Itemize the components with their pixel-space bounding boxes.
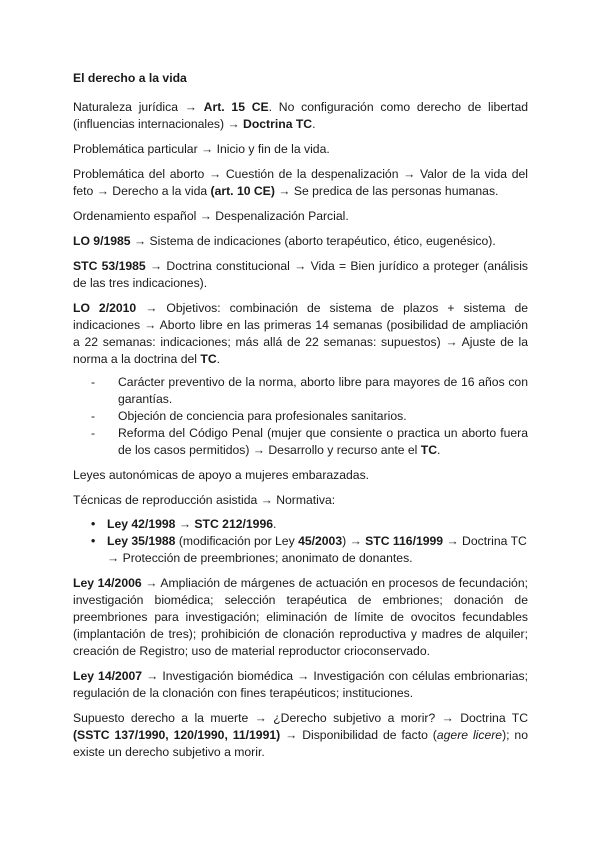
text: . <box>273 517 277 531</box>
text: → Ampliación de márgenes de actuación en procesos de fecundación; investigación biomédica; selección terapéutica de embriones; donación de preembriones para investigación; eliminación de límite de ovocitos fecundables (implantación de tres); prohibición de clonación reproductiva y madres de alquiler; creación de Registro; uso de material reproductor crioconservado. <box>73 576 528 658</box>
text: → Doctrina TC → Protección de preembriones; anonimato de donantes. <box>107 534 527 565</box>
paragraph-leyes-autonomicas: Leyes autonómicas de apoyo a mujeres embarazadas. <box>73 468 370 482</box>
bold-text: LO 2/2010 <box>73 301 137 315</box>
text: . <box>312 117 316 131</box>
text: Problemática del aborto → Cuestión de la despenalización → Valor de la vida del feto → Derecho a la vida <box>73 167 528 198</box>
text: Objeción de conciencia para profesionales sanitarios. <box>118 409 407 423</box>
document-title: El derecho a la vida <box>73 71 187 85</box>
text: Supuesto derecho a la muerte → ¿Derecho subjetivo a morir? → Doctrina TC <box>73 711 528 725</box>
text: Reforma del Código Penal (mujer que consiente o practica un aborto fuera de los casos permitidos) → Desarrollo y recurso ante el <box>118 426 528 457</box>
bold-text: Doctrina TC <box>243 117 313 131</box>
bold-text: TC <box>200 352 217 366</box>
paragraph-stc-53-1985 <box>73 258 528 292</box>
text: ); no existe un derecho subjetivo a morir. <box>73 728 528 759</box>
list-item <box>73 516 528 533</box>
text: Naturaleza jurídica → <box>73 100 204 114</box>
bold-text: Ley 35/1988 <box>107 534 176 548</box>
bold-text: (SSTC 137/1990, 120/1990, 11/1991) <box>73 728 281 742</box>
text: → Doctrina constitucional → Vida = Bien jurídico a proteger (análisis de las tres indicaciones). <box>73 259 528 290</box>
bold-text: 45/2003 <box>298 534 343 548</box>
bold-text: STC 116/1999 <box>365 534 444 548</box>
text: Carácter preventivo de la norma, aborto libre para mayores de 16 años con garantías. <box>118 375 528 406</box>
list-item <box>73 374 528 408</box>
paragraph-naturaleza <box>73 99 528 133</box>
bold-text: STC 212/1996 <box>194 517 274 531</box>
bullet-list <box>73 516 528 567</box>
italic-text: agere licere <box>436 728 503 742</box>
paragraph-lo-2-2010 <box>73 300 528 368</box>
bold-text: Ley 42/1998 <box>107 517 176 531</box>
bold-text: Ley 14/2007 <box>73 669 143 683</box>
bold-text: Ley 14/2006 <box>73 576 142 590</box>
bold-text: Art. 15 CE <box>203 100 269 114</box>
list-item <box>73 425 528 459</box>
paragraph-problematica: Problemática particular → Inicio y fin de la vida. <box>73 142 330 156</box>
paragraph-ley-14-2006 <box>73 575 528 660</box>
list-item <box>73 533 528 567</box>
text: → Objetivos: combinación de sistema de plazos + sistema de indicaciones → Aborto libre en las primeras 14 semanas (posibilidad de ampliación a 22 semanas: indicaciones; más allá de 22 semanas: supuestos) → Ajuste de la norma a la doctrina del <box>73 301 528 366</box>
text: . <box>216 352 221 366</box>
paragraph-aborto <box>73 166 528 200</box>
text: → Sistema de indicaciones (aborto terapéutico, ético, eugenésico). <box>130 234 496 248</box>
text: . No configuración como derecho de libertad (influencias internacionales) → <box>73 100 528 131</box>
bold-text: STC 53/1985 <box>73 259 146 273</box>
bold-text: (art. 10 CE) <box>210 184 275 198</box>
list-item <box>73 408 528 425</box>
text: → <box>175 517 195 531</box>
text: → Disponibilidad de facto ( <box>280 728 437 742</box>
text: (modificación por Ley <box>175 534 299 548</box>
text: → Se predica de las personas humanas. <box>274 184 499 198</box>
text: ) → <box>342 534 366 548</box>
bold-text: TC <box>420 443 438 457</box>
bold-text: LO 9/1985 <box>73 234 131 248</box>
paragraph-tecnicas: Técnicas de reproducción asistida → Normativa: <box>73 493 336 507</box>
paragraph-derecho-muerte <box>73 710 528 761</box>
paragraph-ley-14-2007 <box>73 668 528 702</box>
text: . <box>437 443 441 457</box>
text: → Investigación biomédica → Investigación con células embrionarias; regulación de la clonación con fines terapéuticos; instituciones. <box>73 669 528 700</box>
paragraph-lo-9-1985 <box>73 233 528 250</box>
dash-list <box>73 374 528 459</box>
paragraph-ordenamiento: Ordenamiento español → Despenalización Parcial. <box>73 209 349 223</box>
